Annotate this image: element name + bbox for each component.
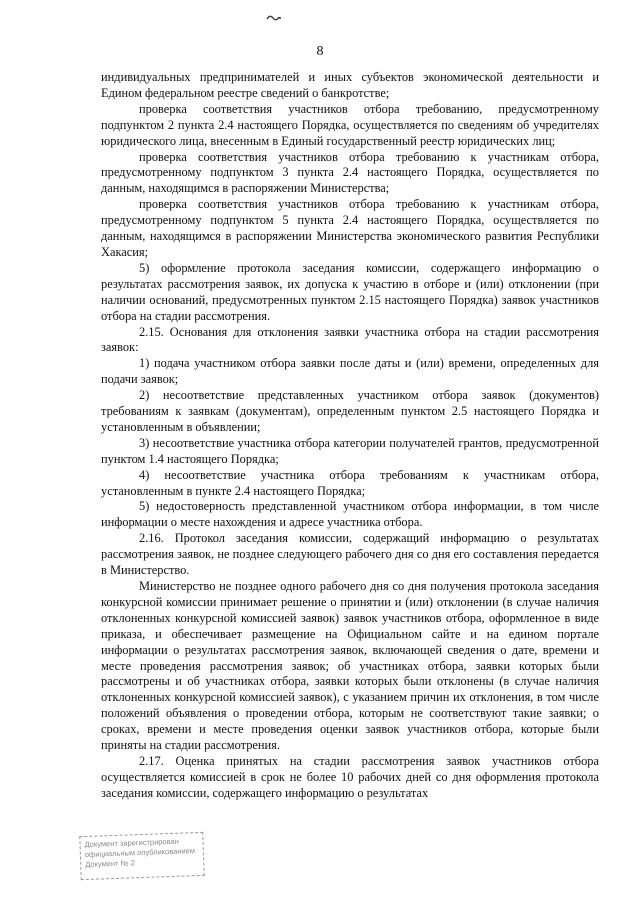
stamp-line: официальным опубликованием	[84, 846, 196, 859]
paragraph: 2.16. Протокол заседания комиссии, содержащий информацию о результатах рассмотрения заявок, не позднее следующего рабочего дня со дня его составления передается в Министерство.	[101, 531, 599, 578]
stamp-line: Документ № 2	[85, 858, 136, 869]
paragraph: 4) несоответствие участника отбора требованиям к участникам отбора, установленным в пункте 2.4 настоящего Порядка;	[101, 467, 599, 498]
paragraph: проверка соответствия участников отбора требованию к участникам отбора, предусмотренному подпунктом 5 пункта 2.4 настоящего Порядка, осуществляется по данным, находящимся в распоряжении Министерства экономического развития Республики Хакасия;	[101, 197, 599, 259]
registration-stamp	[79, 832, 204, 880]
paragraph: индивидуальных предпринимателей и иных субъектов экономической деятельности и Едином федеральном реестре сведений о банкротстве;	[101, 70, 599, 100]
paragraph: 2.17. Оценка принятых на стадии рассмотрения заявок участников отбора осуществляется комиссией в срок не более 10 рабочих дней со дня оформления протокола заседания комиссии, содержащего информацию о результатах	[101, 753, 599, 800]
paragraph: 5) недостоверность представленной участником отбора информации, в том числе информации о месте нахождения и адресе участника отбора.	[101, 499, 599, 530]
stamp-line: Документ зарегистрирован	[84, 836, 180, 849]
paragraph: 5) оформление протокола заседания комиссии, содержащего информацию о результатах рассмотрения заявок, их допуска к участию в отборе и (или) отклонении (при наличии оснований, предусмотренных пунктом 2.15 настоящего Порядка) заявок участников отбора на стадии рассмотрения.	[101, 260, 599, 323]
paragraph: 2.15. Основания для отклонения заявки участника отбора на стадии рассмотрения заявок:	[101, 324, 599, 355]
paragraph: проверка соответствия участников отбора требованию к участникам отбора, предусмотренному подпунктом 3 пункта 2.4 настоящего Порядка, осуществляется по данным, находящимся в распоряжении Министерства;	[101, 149, 599, 196]
scan-mark	[266, 13, 282, 21]
paragraph: 1) подача участником отбора заявки после даты и (или) времени, определенных для подачи заявок;	[101, 356, 599, 387]
paragraph: Министерство не позднее одного рабочего дня со дня получения протокола заседания конкурсной комиссии принимает решение о принятии и (или) отклонении (в случае наличия отклоненных конкурсной комиссией заявок) заявок участников отбора, оформленное в виде приказа, и обеспечивает размещение на Официальном сайте и на едином портале информации о результатах рассмотрения заявок, включающей сведения о дате, времени и месте проведения рассмотрения заявок; об участниках отбора, заявки которых были рассмотрены и об участниках отбора, заявки которых были отклонены (в случае наличия отклоненных конкурсной комиссией заявок), с указанием причин их отклонения, в том числе положений объявления о проведении отбора, которым не соответствуют такие заявки; о сроках, времени и месте проведения оценки заявок участников отбора, которые были приняты на стадии рассмотрения.	[101, 579, 599, 753]
paragraph: проверка соответствия участников отбора требованию, предусмотренному подпунктом 2 пункта 2.4 настоящего Порядка, осуществляется по сведениям об учредителях юридического лица, внесенным в Единый государственный реестр юридических лиц;	[101, 101, 599, 148]
page-number: 8	[316, 44, 324, 59]
paragraph: 2) несоответствие представленных участником отбора заявок (документов) требованиям к заявкам (документам), определенным пунктом 2.5 настоящего Порядка и установленным в объявлении;	[101, 388, 599, 434]
document-body	[101, 70, 599, 802]
paragraph: 3) несоответствие участника отбора категории получателей грантов, предусмотренной пунктом 1.4 настоящего Порядка;	[101, 435, 599, 466]
